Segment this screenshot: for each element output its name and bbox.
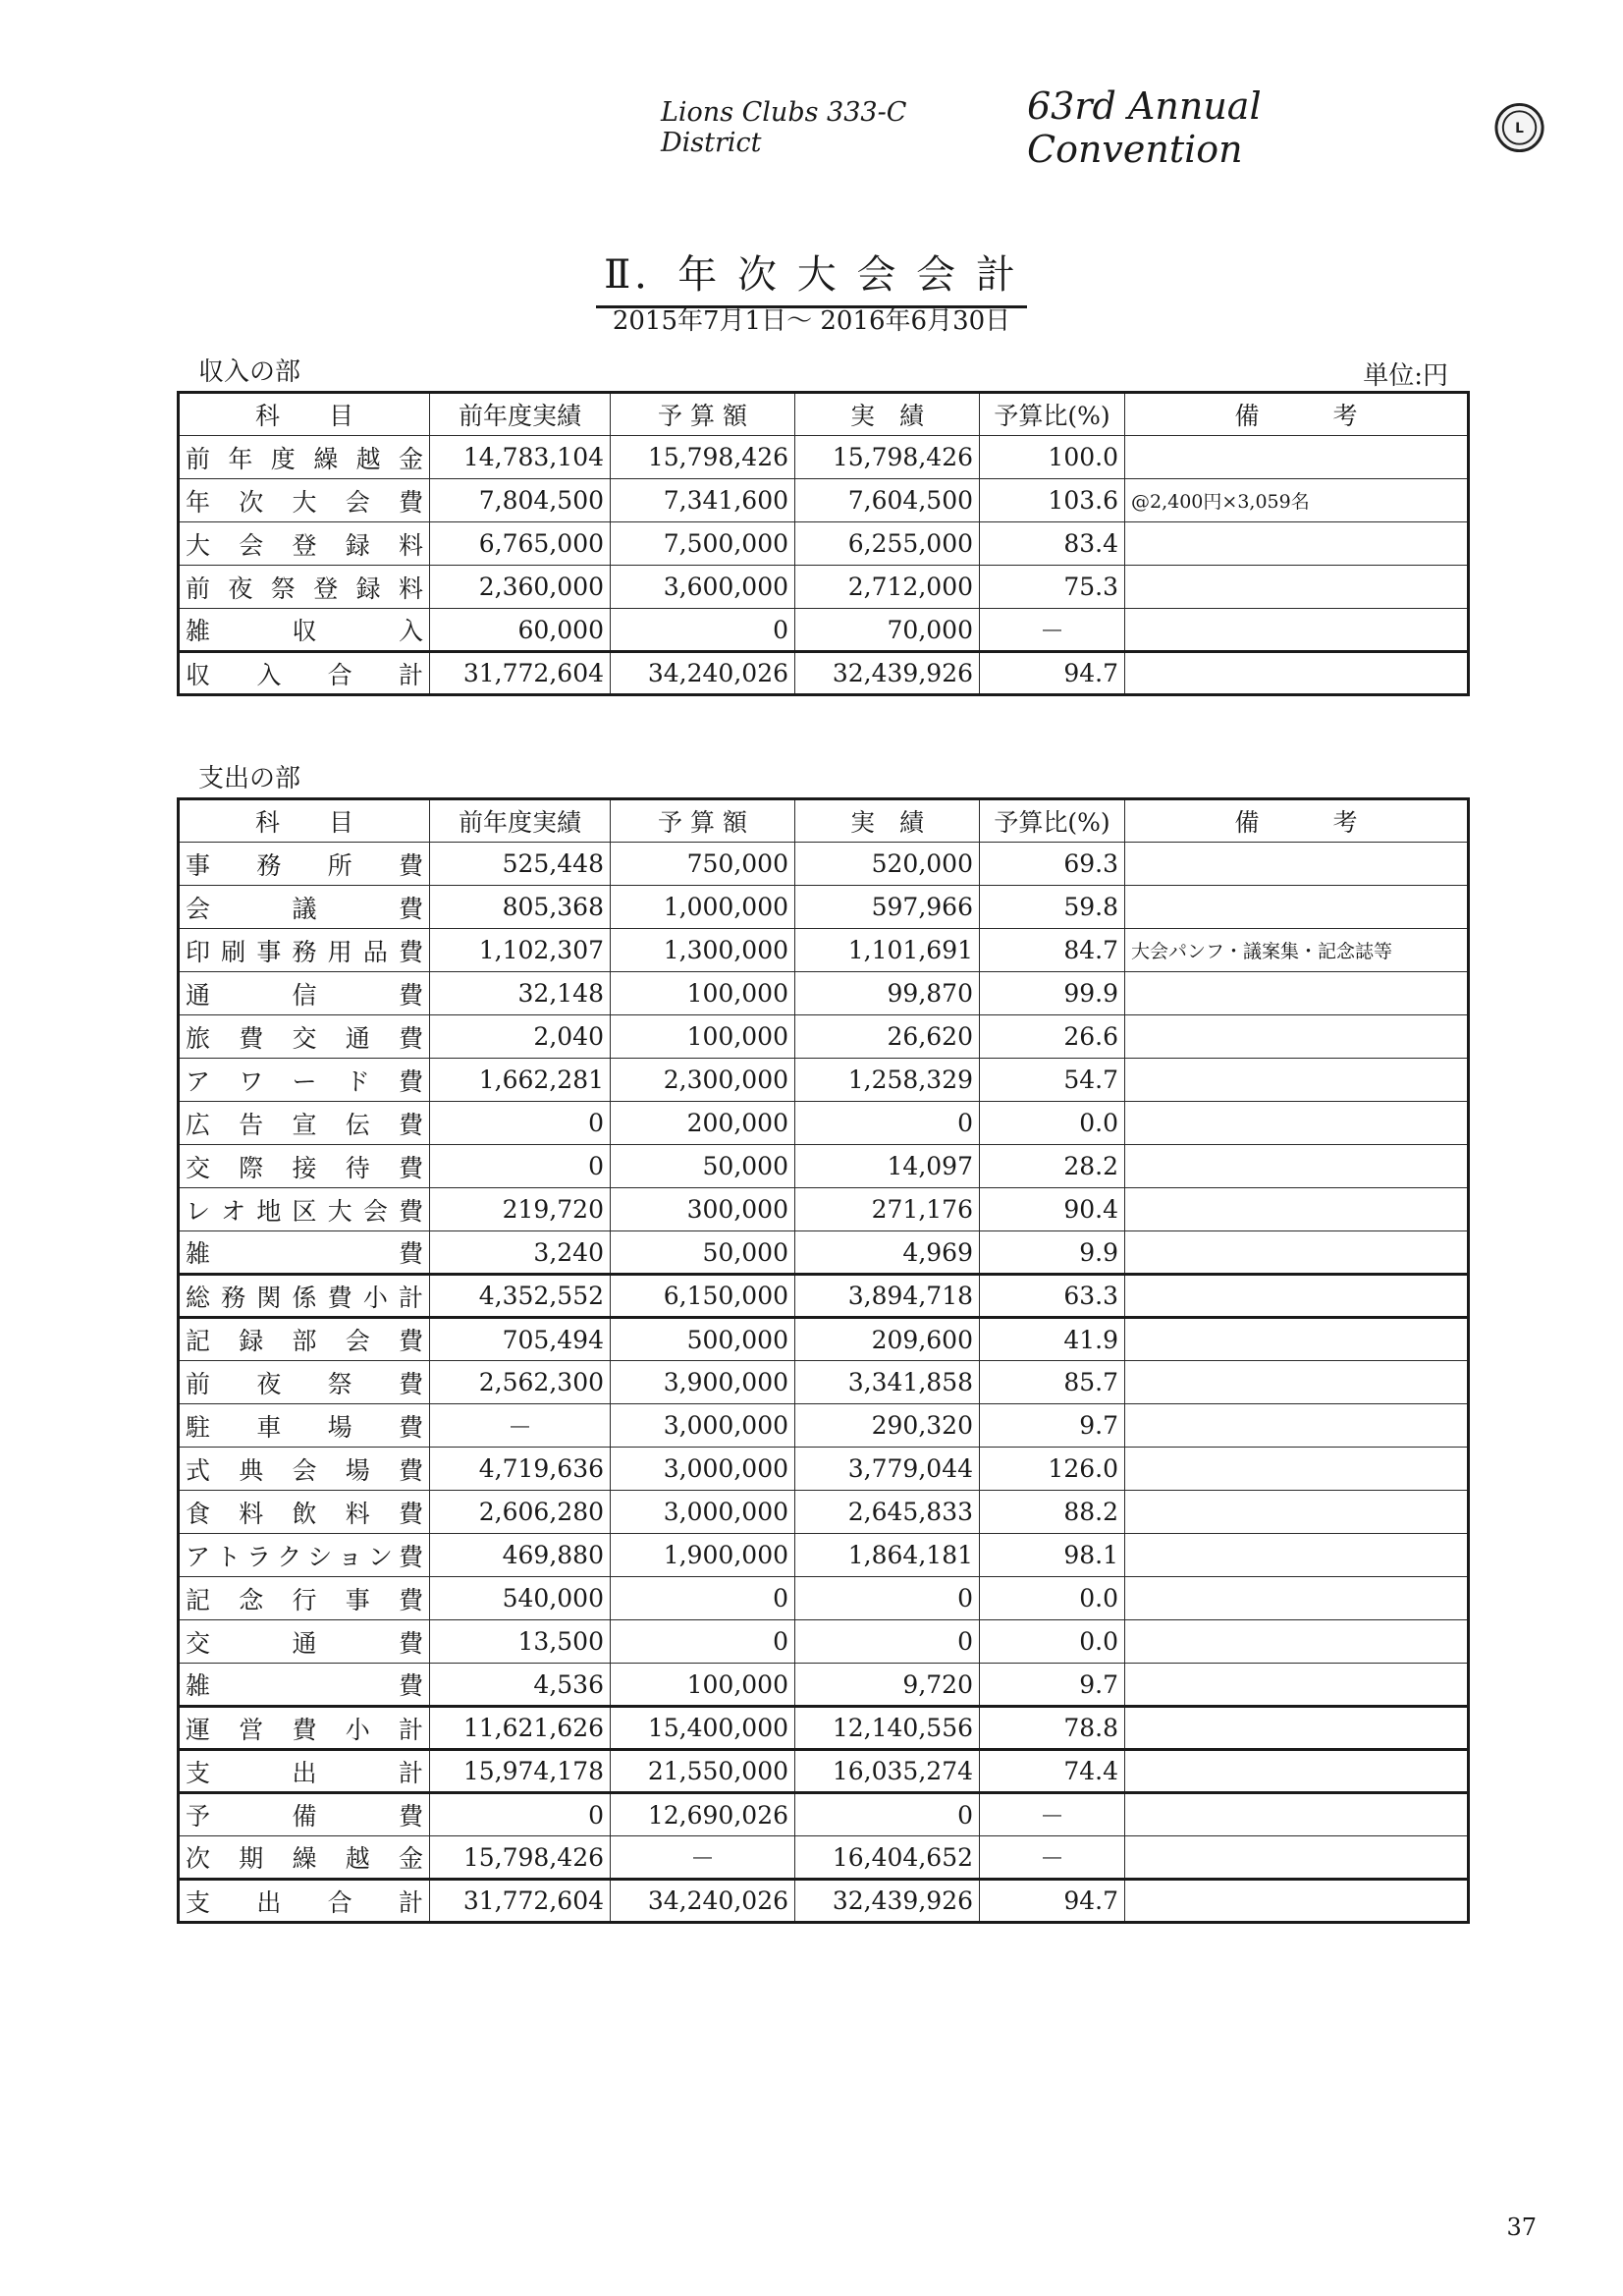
prev-cell: 31,772,604 xyxy=(430,652,611,695)
svg-text:L: L xyxy=(1515,120,1524,137)
item-cell: 交際接待費 xyxy=(179,1145,430,1188)
actual-cell: 1,864,181 xyxy=(795,1534,980,1577)
actual-header: 実 績 xyxy=(795,799,980,843)
unit-label: 単位:円 xyxy=(1363,361,1448,391)
table-row xyxy=(179,1231,1469,1275)
actual-cell: 3,894,718 xyxy=(795,1275,980,1318)
income-section-label: 収入の部 xyxy=(198,357,301,387)
fiscal-period: 2015年7月1日～ 2016年6月30日 xyxy=(612,306,1011,336)
prev-cell: － xyxy=(430,1404,611,1448)
budget-cell: 21,550,000 xyxy=(611,1750,795,1793)
budget-cell: 15,400,000 xyxy=(611,1707,795,1750)
note-cell xyxy=(1125,1404,1469,1448)
actual-header: 実 績 xyxy=(795,393,980,436)
ratio-cell: 28.2 xyxy=(980,1145,1125,1188)
item-cell: 事務所費 xyxy=(179,843,430,886)
prev-cell: 2,562,300 xyxy=(430,1361,611,1404)
prev-header: 前年度実績 xyxy=(430,799,611,843)
prev-cell: 1,102,307 xyxy=(430,929,611,972)
ratio-cell: 85.7 xyxy=(980,1361,1125,1404)
prev-cell: 219,720 xyxy=(430,1188,611,1231)
ratio-cell: 83.4 xyxy=(980,522,1125,566)
actual-cell: 0 xyxy=(795,1577,980,1620)
item-cell: 雑費 xyxy=(179,1664,430,1707)
budget-cell: 34,240,026 xyxy=(611,652,795,695)
actual-cell: 99,870 xyxy=(795,972,980,1015)
note-cell: 大会パンフ・議案集・記念誌等 xyxy=(1125,929,1469,972)
item-cell: 支出合計 xyxy=(179,1880,430,1923)
actual-cell: 3,341,858 xyxy=(795,1361,980,1404)
convention-title: 63rd Annual Convention xyxy=(1027,84,1262,171)
item-cell: 収入合計 xyxy=(179,652,430,695)
item-cell: 式典会場費 xyxy=(179,1448,430,1491)
note-cell xyxy=(1125,1059,1469,1102)
table-row xyxy=(179,436,1469,479)
ratio-cell: － xyxy=(980,609,1125,652)
ratio-cell: － xyxy=(980,1793,1125,1836)
table-row xyxy=(179,1793,1469,1836)
ratio-header: 予算比(%) xyxy=(980,393,1125,436)
prev-cell: 13,500 xyxy=(430,1620,611,1664)
prev-cell: 0 xyxy=(430,1145,611,1188)
budget-cell: 7,500,000 xyxy=(611,522,795,566)
ratio-cell: 94.7 xyxy=(980,652,1125,695)
budget-header: 予 算 額 xyxy=(611,393,795,436)
note-cell xyxy=(1125,1664,1469,1707)
ratio-cell: 9.7 xyxy=(980,1404,1125,1448)
item-cell: 印刷事務用品費 xyxy=(179,929,430,972)
note-cell xyxy=(1125,972,1469,1015)
prev-cell: 525,448 xyxy=(430,843,611,886)
prev-cell: 31,772,604 xyxy=(430,1880,611,1923)
table-row xyxy=(179,1318,1469,1361)
prev-cell: 6,765,000 xyxy=(430,522,611,566)
actual-cell: 0 xyxy=(795,1620,980,1664)
club-name: Lions Clubs 333-C District xyxy=(660,97,907,158)
note-cell xyxy=(1125,1793,1469,1836)
budget-cell: 1,300,000 xyxy=(611,929,795,972)
prev-cell: 4,536 xyxy=(430,1664,611,1707)
item-cell: 前年度繰越金 xyxy=(179,436,430,479)
actual-cell: 9,720 xyxy=(795,1664,980,1707)
page-title-text: Ⅱ．年 次 大 会 会 計 xyxy=(596,244,1027,308)
ratio-cell: 59.8 xyxy=(980,886,1125,929)
table-row xyxy=(179,1620,1469,1664)
item-cell: 前夜祭費 xyxy=(179,1361,430,1404)
budget-cell: 750,000 xyxy=(611,843,795,886)
item-cell: 旅費交通費 xyxy=(179,1015,430,1059)
expense-table xyxy=(177,797,1470,1924)
budget-cell: 3,000,000 xyxy=(611,1448,795,1491)
prev-cell: 805,368 xyxy=(430,886,611,929)
prev-cell: 1,662,281 xyxy=(430,1059,611,1102)
income-header-row xyxy=(179,393,1469,436)
note-cell xyxy=(1125,1015,1469,1059)
table-row xyxy=(179,1275,1469,1318)
item-cell: 広告宣伝費 xyxy=(179,1102,430,1145)
actual-cell: 2,645,833 xyxy=(795,1491,980,1534)
actual-cell: 209,600 xyxy=(795,1318,980,1361)
budget-cell: 1,900,000 xyxy=(611,1534,795,1577)
ratio-cell: 69.3 xyxy=(980,843,1125,886)
actual-cell: 271,176 xyxy=(795,1188,980,1231)
prev-cell: 3,240 xyxy=(430,1231,611,1275)
actual-cell: 290,320 xyxy=(795,1404,980,1448)
item-cell: アトラクション費 xyxy=(179,1534,430,1577)
table-row xyxy=(179,929,1469,972)
prev-cell: 15,798,426 xyxy=(430,1836,611,1880)
prev-cell: 2,040 xyxy=(430,1015,611,1059)
item-cell: 交通費 xyxy=(179,1620,430,1664)
item-cell: 総務関係費小計 xyxy=(179,1275,430,1318)
table-row xyxy=(179,1145,1469,1188)
note-cell xyxy=(1125,1102,1469,1145)
total-row xyxy=(179,652,1469,695)
note-cell xyxy=(1125,1275,1469,1318)
prev-cell: 60,000 xyxy=(430,609,611,652)
item-header: 科 目 xyxy=(179,393,430,436)
item-cell: 雑費 xyxy=(179,1231,430,1275)
item-cell: 記念行事費 xyxy=(179,1577,430,1620)
page-header xyxy=(660,84,1544,171)
ratio-cell: 100.0 xyxy=(980,436,1125,479)
prev-header: 前年度実績 xyxy=(430,393,611,436)
total-row xyxy=(179,1880,1469,1923)
ratio-cell: 74.4 xyxy=(980,1750,1125,1793)
note-cell xyxy=(1125,1836,1469,1880)
table-row xyxy=(179,843,1469,886)
note-cell xyxy=(1125,609,1469,652)
item-cell: 次期繰越金 xyxy=(179,1836,430,1880)
note-cell xyxy=(1125,566,1469,609)
note-cell xyxy=(1125,1750,1469,1793)
actual-cell: 4,969 xyxy=(795,1231,980,1275)
ratio-cell: 0.0 xyxy=(980,1620,1125,1664)
budget-header: 予 算 額 xyxy=(611,799,795,843)
expense-section-label: 支出の部 xyxy=(198,764,301,793)
table-row xyxy=(179,479,1469,522)
actual-cell: 32,439,926 xyxy=(795,1880,980,1923)
table-row xyxy=(179,1102,1469,1145)
ratio-cell: 0.0 xyxy=(980,1102,1125,1145)
item-cell: 駐車場費 xyxy=(179,1404,430,1448)
ratio-cell: － xyxy=(980,1836,1125,1880)
budget-cell: 100,000 xyxy=(611,972,795,1015)
note-cell xyxy=(1125,652,1469,695)
table-row xyxy=(179,1361,1469,1404)
note-header: 備 考 xyxy=(1125,393,1469,436)
actual-cell: 597,966 xyxy=(795,886,980,929)
budget-cell: 300,000 xyxy=(611,1188,795,1231)
table-row xyxy=(179,1448,1469,1491)
item-cell: 会議費 xyxy=(179,886,430,929)
note-cell xyxy=(1125,1188,1469,1231)
ratio-cell: 90.4 xyxy=(980,1188,1125,1231)
table-row xyxy=(179,1707,1469,1750)
ratio-cell: 94.7 xyxy=(980,1880,1125,1923)
ratio-cell: 9.7 xyxy=(980,1664,1125,1707)
item-cell: 雑収入 xyxy=(179,609,430,652)
prev-cell: 540,000 xyxy=(430,1577,611,1620)
prev-cell: 14,783,104 xyxy=(430,436,611,479)
note-cell xyxy=(1125,1145,1469,1188)
actual-cell: 16,035,274 xyxy=(795,1750,980,1793)
item-cell: 予備費 xyxy=(179,1793,430,1836)
note-cell xyxy=(1125,1577,1469,1620)
budget-cell: 12,690,026 xyxy=(611,1793,795,1836)
budget-cell: 3,900,000 xyxy=(611,1361,795,1404)
actual-cell: 0 xyxy=(795,1102,980,1145)
actual-cell: 520,000 xyxy=(795,843,980,886)
actual-cell: 16,404,652 xyxy=(795,1836,980,1880)
budget-cell: 0 xyxy=(611,1577,795,1620)
item-cell: 前夜祭登録料 xyxy=(179,566,430,609)
actual-cell: 12,140,556 xyxy=(795,1707,980,1750)
actual-cell: 7,604,500 xyxy=(795,479,980,522)
ratio-cell: 99.9 xyxy=(980,972,1125,1015)
budget-cell: 50,000 xyxy=(611,1231,795,1275)
item-cell: レオ地区大会費 xyxy=(179,1188,430,1231)
actual-cell: 26,620 xyxy=(795,1015,980,1059)
table-row xyxy=(179,1491,1469,1534)
budget-cell: 3,000,000 xyxy=(611,1404,795,1448)
item-cell: アワード費 xyxy=(179,1059,430,1102)
note-cell xyxy=(1125,1620,1469,1664)
budget-cell: 6,150,000 xyxy=(611,1275,795,1318)
actual-cell: 14,097 xyxy=(795,1145,980,1188)
note-cell: @2,400円×3,059名 xyxy=(1125,479,1469,522)
budget-cell: 50,000 xyxy=(611,1145,795,1188)
table-row xyxy=(179,566,1469,609)
actual-cell: 32,439,926 xyxy=(795,652,980,695)
note-header: 備 考 xyxy=(1125,799,1469,843)
actual-cell: 1,101,691 xyxy=(795,929,980,972)
table-row xyxy=(179,1577,1469,1620)
ratio-cell: 78.8 xyxy=(980,1707,1125,1750)
prev-cell: 4,352,552 xyxy=(430,1275,611,1318)
budget-cell: 15,798,426 xyxy=(611,436,795,479)
prev-cell: 4,719,636 xyxy=(430,1448,611,1491)
note-cell xyxy=(1125,1231,1469,1275)
item-cell: 食料飲料費 xyxy=(179,1491,430,1534)
item-cell: 運営費小計 xyxy=(179,1707,430,1750)
note-cell xyxy=(1125,886,1469,929)
table-row xyxy=(179,609,1469,652)
item-cell: 記録部会費 xyxy=(179,1318,430,1361)
table-row xyxy=(179,886,1469,929)
ratio-cell: 88.2 xyxy=(980,1491,1125,1534)
note-cell xyxy=(1125,1707,1469,1750)
item-cell: 通信費 xyxy=(179,972,430,1015)
ratio-header: 予算比(%) xyxy=(980,799,1125,843)
actual-cell: 0 xyxy=(795,1793,980,1836)
actual-cell: 70,000 xyxy=(795,609,980,652)
page-number: 37 xyxy=(1506,2214,1537,2241)
prev-cell: 15,974,178 xyxy=(430,1750,611,1793)
budget-cell: 500,000 xyxy=(611,1318,795,1361)
note-cell xyxy=(1125,1534,1469,1577)
ratio-cell: 54.7 xyxy=(980,1059,1125,1102)
table-row xyxy=(179,1404,1469,1448)
table-row xyxy=(179,1059,1469,1102)
ratio-cell: 41.9 xyxy=(980,1318,1125,1361)
table-row xyxy=(179,1750,1469,1793)
note-cell xyxy=(1125,1318,1469,1361)
item-header: 科 目 xyxy=(179,799,430,843)
budget-cell: 3,000,000 xyxy=(611,1491,795,1534)
budget-cell: 7,341,600 xyxy=(611,479,795,522)
note-cell xyxy=(1125,522,1469,566)
note-cell xyxy=(1125,1361,1469,1404)
budget-cell: 100,000 xyxy=(611,1015,795,1059)
lions-emblem-icon xyxy=(1494,102,1544,153)
note-cell xyxy=(1125,1448,1469,1491)
ratio-cell: 84.7 xyxy=(980,929,1125,972)
budget-cell: 0 xyxy=(611,609,795,652)
note-cell xyxy=(1125,1491,1469,1534)
table-row xyxy=(179,1015,1469,1059)
note-cell xyxy=(1125,436,1469,479)
prev-cell: 11,621,626 xyxy=(430,1707,611,1750)
ratio-cell: 9.9 xyxy=(980,1231,1125,1275)
table-row xyxy=(179,1188,1469,1231)
budget-cell: 0 xyxy=(611,1620,795,1664)
table-row xyxy=(179,972,1469,1015)
table-row xyxy=(179,522,1469,566)
income-table xyxy=(177,391,1470,696)
note-cell xyxy=(1125,1880,1469,1923)
ratio-cell: 0.0 xyxy=(980,1577,1125,1620)
prev-cell: 7,804,500 xyxy=(430,479,611,522)
ratio-cell: 98.1 xyxy=(980,1534,1125,1577)
actual-cell: 15,798,426 xyxy=(795,436,980,479)
ratio-cell: 26.6 xyxy=(980,1015,1125,1059)
note-cell xyxy=(1125,843,1469,886)
prev-cell: 705,494 xyxy=(430,1318,611,1361)
table-row xyxy=(179,1534,1469,1577)
prev-cell: 469,880 xyxy=(430,1534,611,1577)
table-row xyxy=(179,1836,1469,1880)
prev-cell: 2,360,000 xyxy=(430,566,611,609)
ratio-cell: 75.3 xyxy=(980,566,1125,609)
table-row xyxy=(179,1664,1469,1707)
actual-cell: 2,712,000 xyxy=(795,566,980,609)
expense-header-row xyxy=(179,799,1469,843)
actual-cell: 3,779,044 xyxy=(795,1448,980,1491)
actual-cell: 6,255,000 xyxy=(795,522,980,566)
budget-cell: － xyxy=(611,1836,795,1880)
prev-cell: 2,606,280 xyxy=(430,1491,611,1534)
ratio-cell: 63.3 xyxy=(980,1275,1125,1318)
budget-cell: 200,000 xyxy=(611,1102,795,1145)
prev-cell: 0 xyxy=(430,1793,611,1836)
item-cell: 年次大会費 xyxy=(179,479,430,522)
page-title xyxy=(0,244,1623,308)
ratio-cell: 126.0 xyxy=(980,1448,1125,1491)
prev-cell: 32,148 xyxy=(430,972,611,1015)
budget-cell: 100,000 xyxy=(611,1664,795,1707)
item-cell: 大会登録料 xyxy=(179,522,430,566)
prev-cell: 0 xyxy=(430,1102,611,1145)
item-cell: 支出計 xyxy=(179,1750,430,1793)
budget-cell: 3,600,000 xyxy=(611,566,795,609)
actual-cell: 1,258,329 xyxy=(795,1059,980,1102)
budget-cell: 1,000,000 xyxy=(611,886,795,929)
ratio-cell: 103.6 xyxy=(980,479,1125,522)
budget-cell: 2,300,000 xyxy=(611,1059,795,1102)
budget-cell: 34,240,026 xyxy=(611,1880,795,1923)
